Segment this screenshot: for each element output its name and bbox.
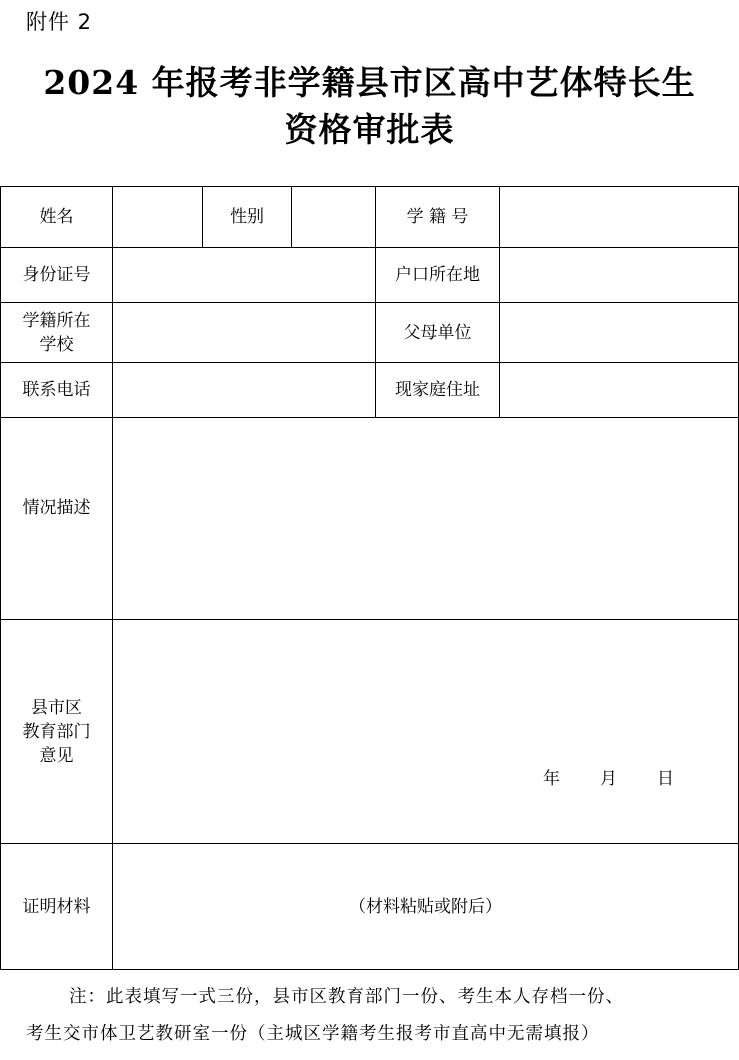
opinion-label-line2: 教育部门 bbox=[22, 721, 91, 742]
id-card-field[interactable] bbox=[113, 248, 376, 303]
hukou-field[interactable] bbox=[500, 248, 739, 303]
materials-label: 证明材料 bbox=[1, 844, 113, 970]
form-row-opinion bbox=[1, 620, 739, 844]
date-month: 月 bbox=[600, 769, 617, 789]
date-line bbox=[543, 767, 684, 791]
form-title-line2: 资格审批表 bbox=[284, 110, 455, 149]
approval-form-table bbox=[0, 186, 739, 970]
student-id-label: 学 籍 号 bbox=[376, 187, 500, 248]
form-row-id bbox=[1, 248, 739, 303]
parent-unit-field[interactable] bbox=[500, 303, 739, 363]
gender-label: 性别 bbox=[203, 187, 292, 248]
opinion-field[interactable] bbox=[113, 620, 739, 844]
address-label: 现家庭住址 bbox=[376, 363, 500, 418]
form-row-contact bbox=[1, 363, 739, 418]
note-line1: 注：此表填写一式三份，县市区教育部门一份、考生本人存档一份、 bbox=[69, 987, 624, 1007]
situation-label: 情况描述 bbox=[1, 418, 113, 620]
student-id-field[interactable] bbox=[500, 187, 739, 248]
phone-field[interactable] bbox=[113, 363, 376, 418]
form-title-line1: 2024 年报考非学籍县市区高中艺体特长生 bbox=[43, 63, 696, 102]
hukou-label: 户口所在地 bbox=[376, 248, 500, 303]
opinion-label bbox=[1, 620, 113, 844]
opinion-label-line1: 县市区 bbox=[31, 697, 82, 718]
school-label-line1: 学籍所在 bbox=[22, 310, 91, 331]
school-label bbox=[1, 303, 113, 363]
form-row-situation bbox=[1, 418, 739, 620]
name-field[interactable] bbox=[113, 187, 203, 248]
parent-unit-label: 父母单位 bbox=[376, 303, 500, 363]
address-field[interactable] bbox=[500, 363, 739, 418]
school-field[interactable] bbox=[113, 303, 376, 363]
note-line2: 考生交市体卫艺教研室一份（主城区学籍考生报考市直高中无需填报） bbox=[26, 1024, 600, 1044]
materials-field[interactable]: （材料粘贴或附后） bbox=[113, 844, 739, 970]
id-card-label: 身份证号 bbox=[1, 248, 113, 303]
school-label-line2: 学校 bbox=[39, 334, 74, 355]
date-year: 年 bbox=[543, 769, 560, 789]
situation-field[interactable] bbox=[113, 418, 739, 620]
form-row-basic bbox=[1, 187, 739, 248]
form-row-school bbox=[1, 303, 739, 363]
attachment-label: 附件 2 bbox=[26, 10, 93, 34]
gender-field[interactable] bbox=[292, 187, 376, 248]
date-day: 日 bbox=[657, 769, 674, 789]
form-row-materials bbox=[1, 844, 739, 970]
opinion-label-line3: 意见 bbox=[39, 745, 74, 766]
name-label: 姓名 bbox=[1, 187, 113, 248]
phone-label: 联系电话 bbox=[1, 363, 113, 418]
